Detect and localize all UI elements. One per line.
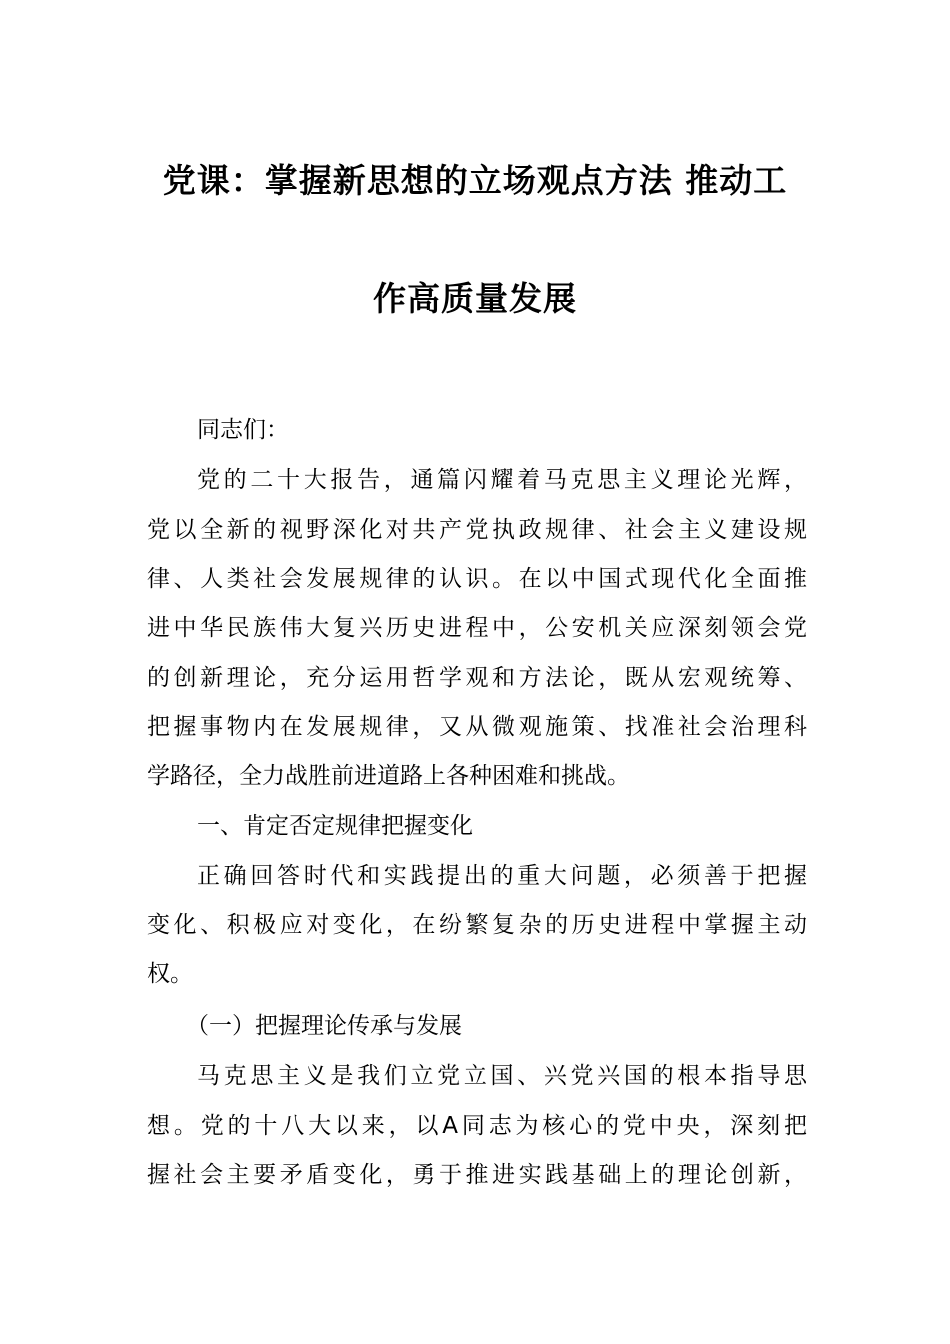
document-title-line-1: 党课：掌握新思想的立场观点方法 推动工 [162,161,788,200]
section-1-paragraph-line-2: 变化、积极应对变化，在纷繁复杂的历史进程中掌握主动 [147,912,807,938]
document-title-line-2: 作高质量发展 [373,279,577,318]
subsection-1-paragraph-line-1: 马克思主义是我们立党立国、兴党兴国的根本指导思 [197,1063,807,1089]
paragraph-1-line-7: 学路径，全力战胜前进道路上各种困难和挑战。 [147,763,630,789]
salutation: 同志们： [197,417,289,443]
subsection-1-paragraph-line-2: 想。党的十八大以来，以A同志为核心的党中央，深刻把 [147,1113,807,1139]
section-1-paragraph-line-3: 权。 [147,961,193,987]
subsection-1-paragraph-line-3: 握社会主要矛盾变化，勇于推进实践基础上的理论创新， [147,1162,807,1188]
paragraph-1-line-6: 把握事物内在发展规律，又从微观施策、找准社会治理科 [147,714,807,740]
paragraph-1-line-4: 进中华民族伟大复兴历史进程中，公安机关应深刻领会党 [147,615,807,641]
paragraph-1-line-2: 党以全新的视野深化对共产党执政规律、社会主义建设规 [147,517,807,543]
subsection-1-heading: （一）把握理论传承与发展 [186,1013,462,1039]
section-1-paragraph-line-1: 正确回答时代和实践提出的重大问题，必须善于把握 [197,863,807,889]
paragraph-1-line-5: 的创新理论，充分运用哲学观和方法论，既从宏观统筹、 [147,665,807,691]
section-1-heading: 一、肯定否定规律把握变化 [197,813,473,839]
paragraph-1-line-3: 律、人类社会发展规律的认识。在以中国式现代化全面推 [147,566,807,592]
paragraph-1-line-1: 党的二十大报告，通篇闪耀着马克思主义理论光辉， [197,467,807,493]
